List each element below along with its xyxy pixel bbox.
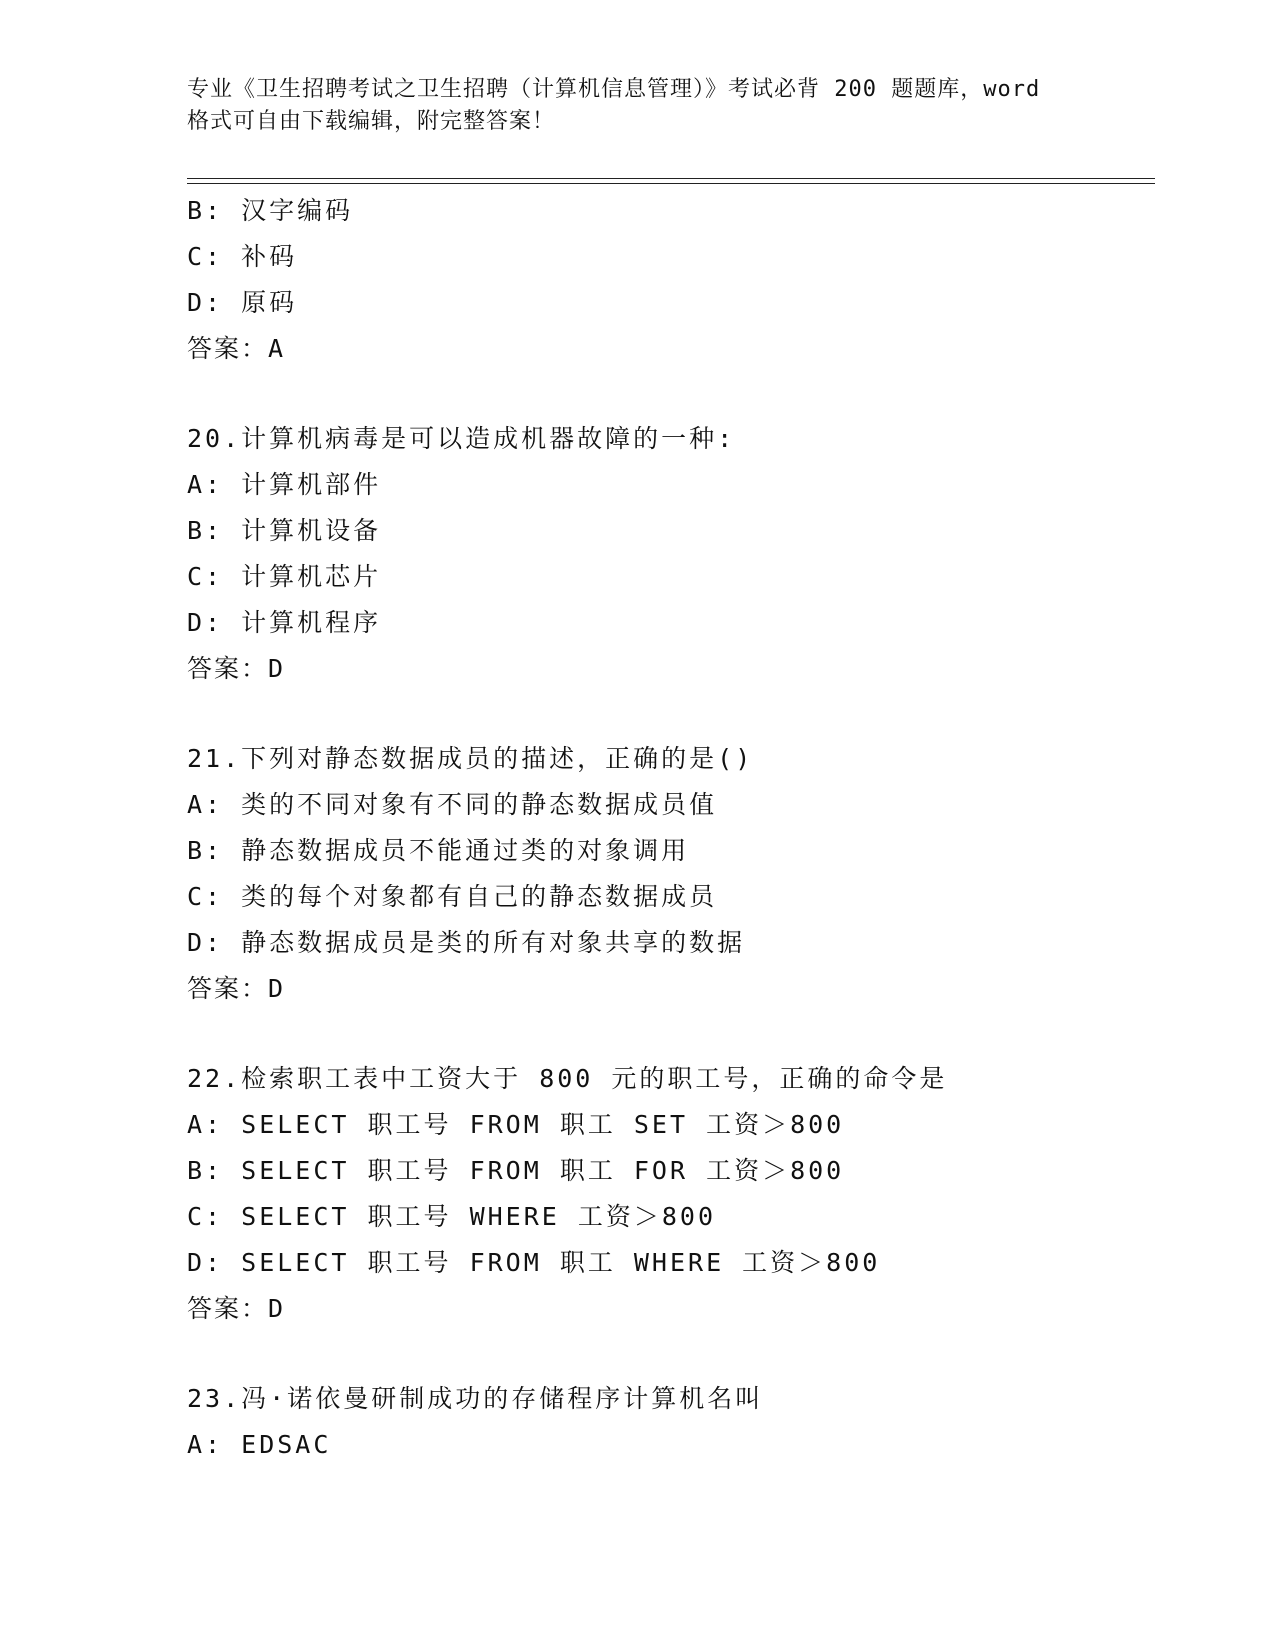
question-text: 20.计算机病毒是可以造成机器故障的一种: bbox=[187, 424, 736, 453]
question-text: 21.下列对静态数据成员的描述，正确的是() bbox=[187, 744, 754, 773]
question-21 bbox=[187, 736, 1147, 1012]
answer: 答案：A bbox=[187, 334, 286, 363]
header-divider-bottom bbox=[187, 183, 1155, 184]
header-divider-top bbox=[187, 178, 1155, 179]
option-d: D: 原码 bbox=[187, 288, 298, 317]
question-text: 22.检索职工表中工资大于 800 元的职工号，正确的命令是 bbox=[187, 1064, 948, 1093]
option-c: C: 计算机芯片 bbox=[187, 562, 382, 591]
answer: 答案：D bbox=[187, 974, 286, 1003]
option-b: B: 计算机设备 bbox=[187, 516, 382, 545]
option-a: A: EDSAC bbox=[187, 1430, 332, 1459]
option-b: B: 汉字编码 bbox=[187, 196, 354, 225]
option-d: D: SELECT 职工号 FROM 职工 WHERE 工资＞800 bbox=[187, 1248, 881, 1277]
question-text: 23.冯·诺依曼研制成功的存储程序计算机名叫 bbox=[187, 1384, 764, 1413]
option-a: A: 计算机部件 bbox=[187, 470, 382, 499]
answer: 答案：D bbox=[187, 654, 286, 683]
option-c: C: SELECT 职工号 WHERE 工资＞800 bbox=[187, 1202, 717, 1231]
option-d: D: 静态数据成员是类的所有对象共享的数据 bbox=[187, 928, 746, 957]
question-19-tail bbox=[187, 188, 1147, 372]
answer: 答案：D bbox=[187, 1294, 286, 1323]
header-line-2: 格式可自由下载编辑，附完整答案！ bbox=[187, 109, 556, 134]
option-a: A: 类的不同对象有不同的静态数据成员值 bbox=[187, 790, 718, 819]
option-d: D: 计算机程序 bbox=[187, 608, 382, 637]
question-23 bbox=[187, 1376, 1147, 1468]
question-22 bbox=[187, 1056, 1147, 1332]
option-b: B: 静态数据成员不能通过类的对象调用 bbox=[187, 836, 690, 865]
document-header bbox=[187, 74, 1107, 138]
question-20 bbox=[187, 416, 1147, 692]
option-c: C: 补码 bbox=[187, 242, 298, 271]
question-list bbox=[187, 188, 1147, 1468]
option-c: C: 类的每个对象都有自己的静态数据成员 bbox=[187, 882, 718, 911]
option-a: A: SELECT 职工号 FROM 职工 SET 工资＞800 bbox=[187, 1110, 845, 1139]
header-line-1: 专业《卫生招聘考试之卫生招聘（计算机信息管理）》考试必背 200 题题库，word bbox=[187, 77, 1041, 102]
option-b: B: SELECT 职工号 FROM 职工 FOR 工资＞800 bbox=[187, 1156, 845, 1185]
